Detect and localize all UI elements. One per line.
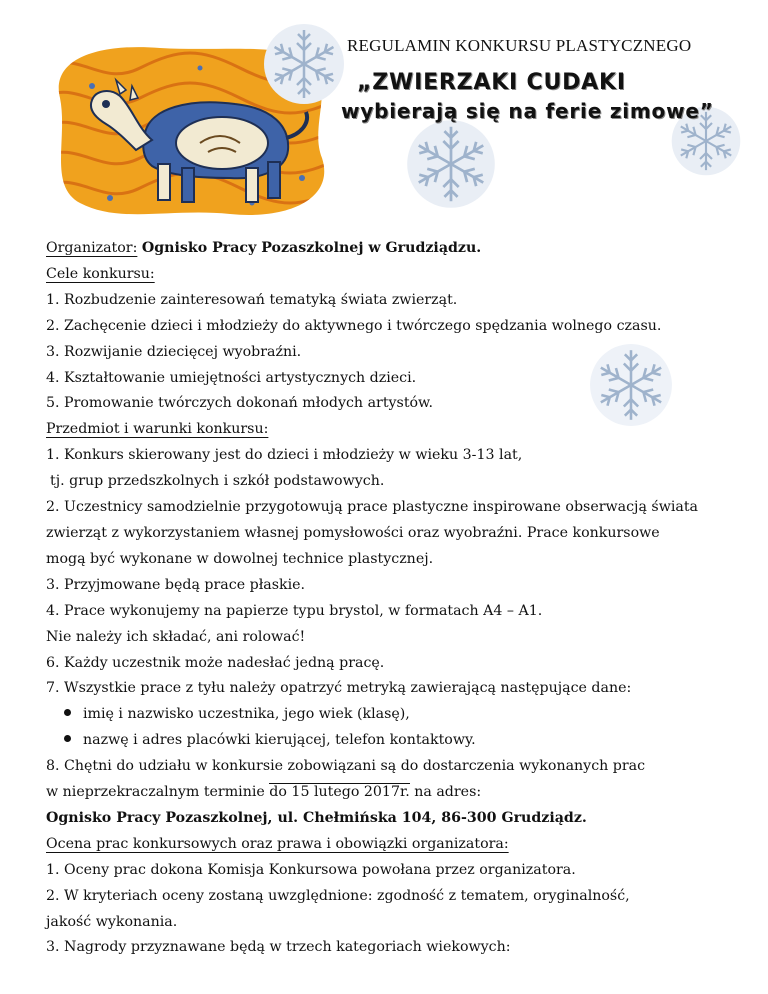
- condition-item: 2. Uczestnicy samodzielnie przygotowują prace plastyczne inspirowane obserwacją świata: [46, 499, 698, 516]
- goal-item: 4. Kształtowanie umiejętności artystycznych dzieci.: [46, 369, 417, 386]
- bullet-dot: [64, 709, 71, 716]
- contest-subtitle: wybierają się na ferie zimowe”: [341, 99, 714, 123]
- condition-item: Nie należy ich składać, ani rolować!: [46, 628, 306, 645]
- bullet-item: [46, 702, 736, 728]
- condition-item: mogą być wykonane w dowolnej technice plastycznej.: [46, 550, 434, 567]
- bullet-dot: [64, 735, 71, 742]
- condition-item: zwierząt z wykorzystaniem własnej pomysłowości oraz wyobraźni. Prace konkursowe: [46, 524, 660, 541]
- condition-item: 1. Konkurs skierowany jest do dzieci i młodzieży w wieku 3-13 lat,: [46, 447, 523, 464]
- title-block: [335, 36, 755, 123]
- condition-item: 7. Wszystkie prace z tyłu należy opatrzyć metryką zawierającą następujące dane:: [46, 680, 632, 697]
- evaluation-item: 2. W kryteriach oceny zostaną uwzględnione: zgodność z tematem, oryginalność,: [46, 887, 630, 904]
- goals-heading: Cele konkursu:: [46, 265, 155, 282]
- snowflake-icon: [262, 22, 346, 106]
- deadline-date-line: [46, 780, 736, 806]
- goal-item: 3. Rozwijanie dziecięcej wyobraźni.: [46, 343, 302, 360]
- evaluation-heading: Ocena prac konkursowych oraz prawa i obowiązki organizatora:: [46, 835, 509, 852]
- organizer-address: Ognisko Pracy Pozaszkolnej, ul. Chełmińska 104, 86-300 Grudziądz.: [46, 809, 587, 826]
- evaluation-item: 3. Nagrody przyznawane będą w trzech kategoriach wiekowych:: [46, 939, 511, 956]
- goal-item: 5. Promowanie twórczych dokonań młodych artystów.: [46, 395, 434, 412]
- goal-item: 2. Zachęcenie dzieci i młodzieży do aktywnego i twórczego spędzania wolnego czasu.: [46, 317, 662, 334]
- organizer-label: Organizator:: [46, 240, 138, 256]
- evaluation-item: 1. Oceny prac dokona Komisja Konkursowa powołana przez organizatora.: [46, 861, 576, 878]
- snowflake-icon: [405, 118, 497, 210]
- conditions-heading: Przedmiot i warunki konkursu:: [46, 421, 269, 438]
- evaluation-item: jakość wykonania.: [46, 913, 178, 930]
- contest-name: „ZWIERZAKI CUDAKI: [357, 70, 626, 95]
- deadline-date: do 15 lutego 2017r.: [269, 784, 410, 801]
- organizer-value: Ognisko Pracy Pozaszkolnej w Grudziądzu.: [141, 240, 482, 256]
- goal-item: 1. Rozbudzenie zainteresowań tematyką świata zwierząt.: [46, 291, 458, 308]
- bullet-text: nazwę i adres placówki kierującej, telefon kontaktowy.: [83, 732, 476, 749]
- bullet-text: imię i nazwisko uczestnika, jego wiek (klasę),: [83, 706, 410, 723]
- condition-item: 4. Prace wykonujemy na papierze typu brystol, w formatach A4 – A1.: [46, 602, 543, 619]
- deadline-suffix: na adres:: [409, 784, 482, 801]
- organizer-line: [46, 236, 736, 262]
- condition-item: 6. Każdy uczestnik może nadesłać jedną pracę.: [46, 654, 385, 671]
- condition-item: 3. Przyjmowane będą prace płaskie.: [46, 576, 306, 593]
- bullet-item: [46, 728, 736, 754]
- deadline-prefix: w nieprzekraczalnym terminie: [46, 784, 270, 801]
- deadline-line: 8. Chętni do udziału w konkursie zobowiązani są do dostarczenia wykonanych prac: [46, 758, 646, 775]
- document-title: REGULAMIN KONKURSU PLASTYCZNEGO: [347, 36, 692, 55]
- regulations-body: [46, 236, 736, 961]
- condition-item: tj. grup przedszkolnych i szkół podstawowych.: [50, 473, 385, 490]
